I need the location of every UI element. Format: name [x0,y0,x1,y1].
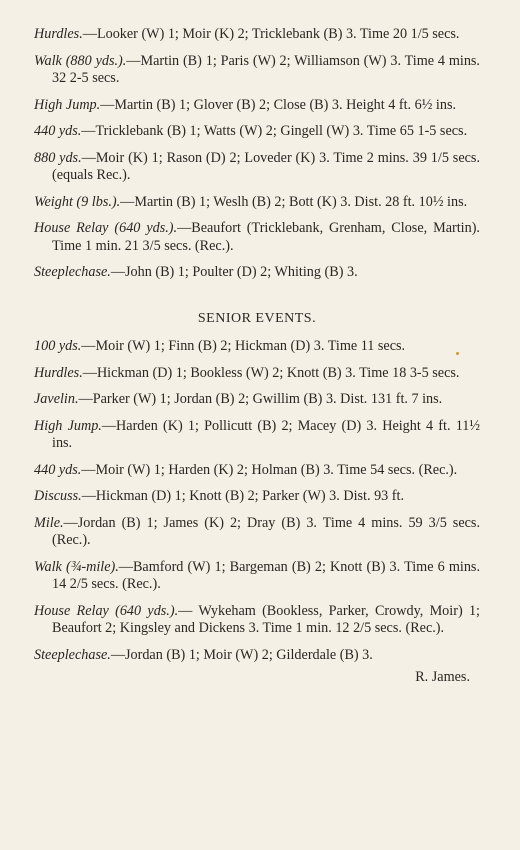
section-heading: SENIOR EVENTS. [197,310,317,326]
result-entry [34,515,480,550]
event-name: Hurdles. [34,26,83,42]
result-entry [34,53,480,88]
event-name: Weight (9 lbs.). [34,193,121,210]
ink-speck [456,352,459,355]
event-name: 880 yds. [34,149,82,166]
result-entry [34,220,480,255]
event-name: Hurdles. [34,364,83,381]
event-result: —Martin (B) 1; Weslh (B) 2; Bott (K) 3. Dist. 28 ft. 10½ ins. [120,193,468,210]
event-result: —Moir (K) 1; Rason (D) 2; Loveder (K) 3. Time 2 mins. 39 1/5 secs. (equals Rec.). [52,149,480,183]
event-result: —Moir (W) 1; Finn (B) 2; Hickman (D) 3. Time 11 secs. [81,338,406,354]
result-entry [34,264,480,282]
event-name: 100 yds. [34,338,82,354]
result-entry [34,462,480,480]
event-result: —Looker (W) 1; Moir (K) 2; Tricklebank (B) 3. Time 20 1/5 secs. [82,26,460,42]
event-name: House Relay (640 yds.). [34,602,179,619]
event-result: —Martin (B) 1; Glover (B) 2; Close (B) 3. Height 4 ft. 6½ ins. [100,96,457,113]
event-result: —Moir (W) 1; Harden (K) 2; Holman (B) 3. Time 54 secs. (Rec.). [81,461,458,478]
event-name: Steeplechase. [34,646,111,663]
result-entry [34,338,480,356]
event-name: Javelin. [34,391,79,407]
result-entry [34,559,480,594]
result-entry [34,123,480,141]
event-result: —Jordan (B) 1; James (K) 2; Dray (B) 3. Time 4 mins. 59 3/5 secs. (Rec.). [52,514,480,548]
event-result: — Wykeham (Bookless, Parker, Crowdy, Moir) 1; Beaufort 2; Kingsley and Dickens 3. Time 1 min. 12 2/5 secs. (Rec.). [52,602,480,636]
result-entry [34,150,480,185]
event-result: —Beaufort (Tricklebank, Grenham, Close, Martin). Time 1 min. 21 3/5 secs. (Rec.). [52,220,480,254]
event-name: High Jump. [34,96,101,113]
result-entry [34,603,480,638]
junior-results [34,26,480,282]
event-result: —Jordan (B) 1; Moir (W) 2; Gilderdale (B) 3. [110,646,373,663]
event-result: —Parker (W) 1; Jordan (B) 2; Gwillim (B) 3. Dist. 131 ft. 7 ins. [78,391,443,407]
event-name: House Relay (640 yds.). [34,220,178,236]
event-result: —Martin (B) 1; Paris (W) 2; Williamson (W) 3. Time 4 mins. 32 2-5 secs. [52,52,480,86]
event-result: —Hickman (D) 1; Knott (B) 2; Parker (W) 3. Dist. 93 ft. [81,488,405,504]
event-name: Discuss. [34,488,82,504]
result-entry [34,647,480,665]
result-entry [34,97,480,115]
event-name: Walk (880 yds.). [34,52,127,69]
result-entry [34,418,480,453]
event-name: Steeplechase. [34,264,111,280]
result-entry [34,488,480,506]
result-entry [34,26,480,44]
event-name: 440 yds. [34,123,82,139]
event-result: —Harden (K) 1; Pollicutt (B) 2; Macey (D) 3. Height 4 ft. 11½ ins. [52,417,480,451]
result-entry [34,194,480,212]
event-name: High Jump. [34,417,102,434]
event-name: 440 yds. [34,461,82,478]
result-entry [34,391,480,409]
event-result: —Tricklebank (B) 1; Watts (W) 2; Gingell (W) 3. Time 65 1-5 secs. [81,123,468,139]
event-result: —Hickman (D) 1; Bookless (W) 2; Knott (B) 3. Time 18 3-5 secs. [82,364,460,381]
event-name: Walk (¾-mile). [34,558,119,575]
senior-results [34,338,480,664]
event-result: —John (B) 1; Poulter (D) 2; Whiting (B) 3. [110,264,358,280]
result-entry [34,365,480,383]
signature: R. James. [415,669,470,685]
event-result: —Bamford (W) 1; Bargeman (B) 2; Knott (B) 3. Time 6 mins. 14 2/5 secs. (Rec.). [52,558,481,592]
event-name: Mile. [34,514,64,531]
